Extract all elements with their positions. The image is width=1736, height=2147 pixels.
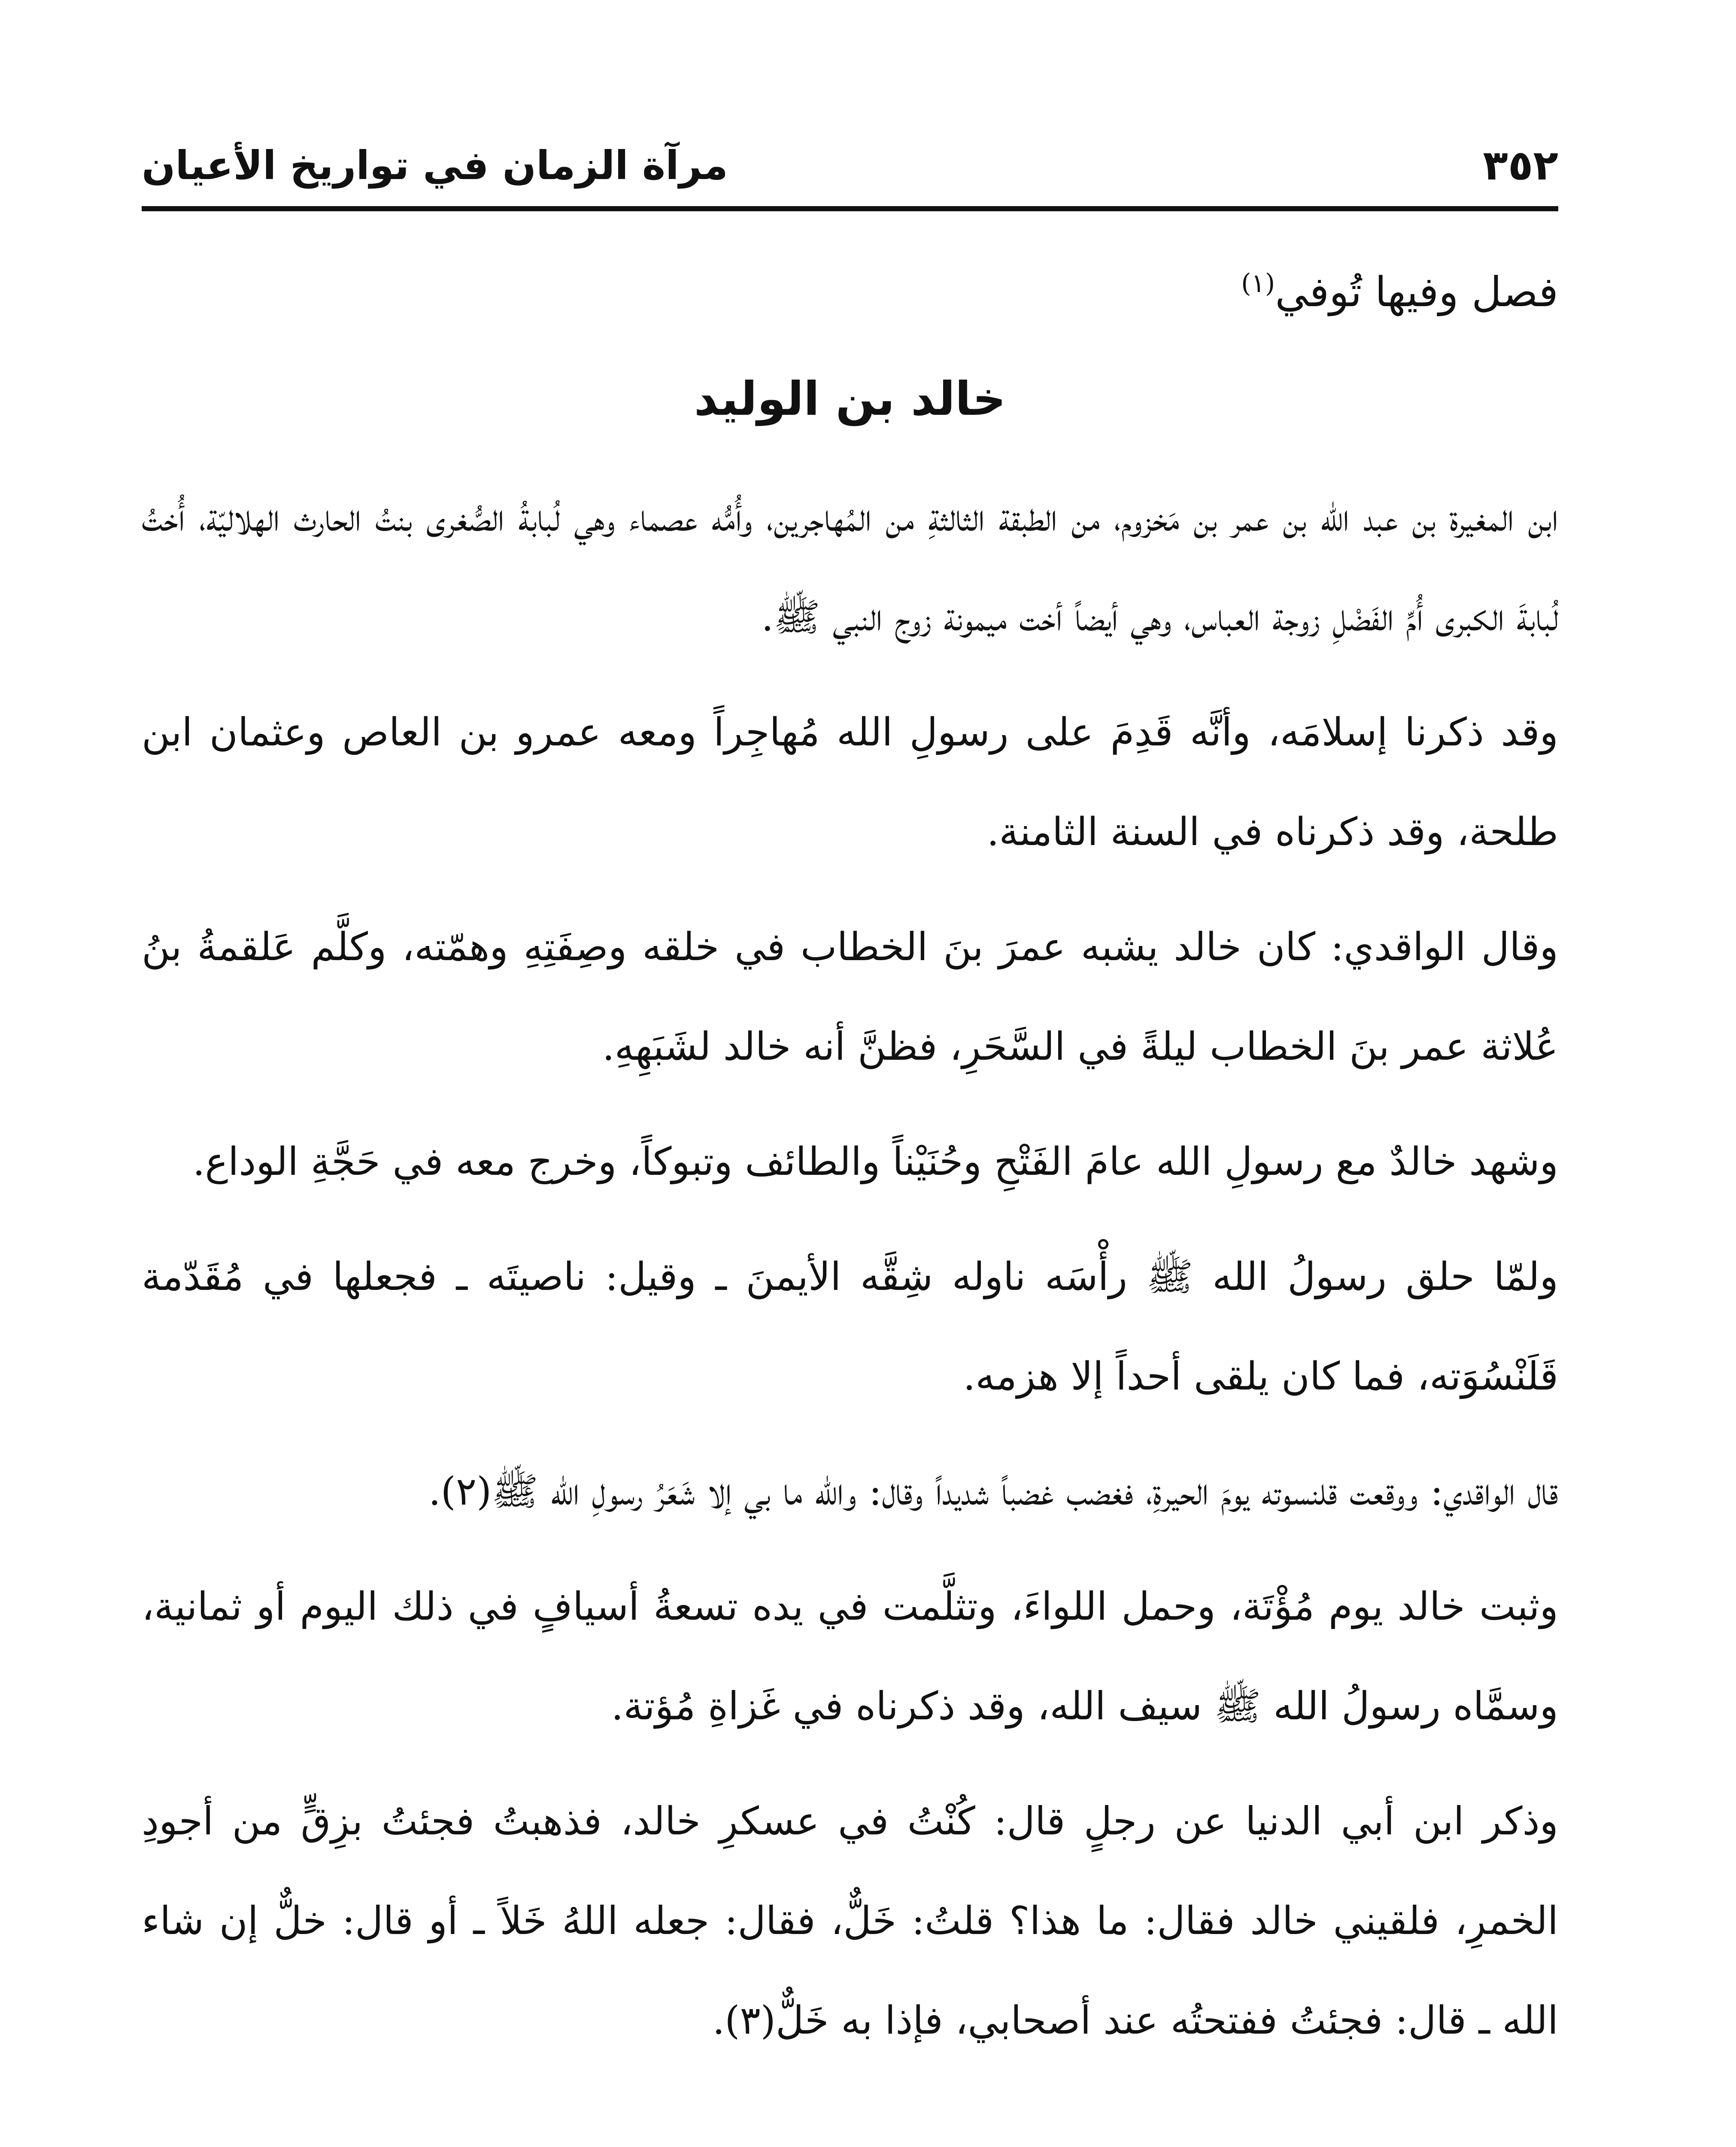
paragraph: وقال الواقدي: كان خالد يشبه عمرَ بنَ الخطاب في خلقه وصِفَتِهِ وهمّته، وكلَّم عَلقمةُ بنُ عُلاثة عمر بنَ الخطاب ليلةً في السَّحَرِ، فظنَّ أنه خالد لشَبَهِهِ. (142, 924, 1558, 1069)
page-number: ٣٥٢ (1483, 141, 1558, 189)
paragraph: وثبت خالد يوم مُؤْتَة، وحمل اللواءَ، وتثلَّمت في يده تسعةُ أسيافٍ في ذلك اليوم أو ثمانية، وسمَّاه رسولُ الله ﷺ سيف الله، وقد ذكرناه في غَزاةِ مُؤتة. (142, 1584, 1558, 1729)
main-text (142, 232, 1558, 2086)
header-rule (142, 206, 1558, 211)
paragraph: ولمّا حلق رسولُ الله ﷺ رأْسَه ناوله شِقَّه الأيمنَ ـ وقيل: ناصيتَه ـ فجعلها في مُقَدّمة قَلَنْسُوَته، فما كان يلقى أحداً إلا هزمه. (142, 1254, 1558, 1399)
paragraph: قال الواقدي: ووقعت قلنسوته يومَ الحيرةِ، فغضب غضباً شديداً وقال: والله ما بي إلا شَعَرُ رسولِ الله ﷺ(٢). (428, 1469, 1558, 1514)
footnote-marker: (١) (1241, 268, 1275, 298)
running-header (142, 129, 1558, 202)
paragraph: وشهد خالدٌ مع رسولِ الله عامَ الفَتْحِ وحُنَيْناً والطائف وتبوكاً، وخرج معه في حَجَّةِ الوداع. (192, 1139, 1558, 1184)
paragraph: ابن المغيرة بن عبد الله بن عمر بن مَخزوم، من الطبقة الثالثةِ من المُهاجرين، وأُمُّه عصماء وهي لُبابةُ الصُّغرى بنتُ الحارث الهلاليّة، أُختُ لُبابةَ الكبرى أُمِّ الفَضْلِ زوجة العباس، وهي أيضاً أخت ميمونة زوج النبي ﷺ. (142, 495, 1558, 640)
section-intro (142, 236, 1558, 339)
paragraph: وذكر ابن أبي الدنيا عن رجلٍ قال: كُنْتُ في عسكرِ خالد، فذهبتُ فجئتُ بزِقٍّ من أجودِ الخمرِ، فلقيني خالد فقال: ما هذا؟ قلتُ: خَلٌّ، فقال: جعله اللهُ خَلاً ـ أو قال: خلٌّ إن شاء الله ـ قال: فجئتُ ففتحتُه عند أصحابي، فإذا به خَلٌّ(٣). (142, 1799, 1558, 2043)
section-intro-text: فصل وفيها تُوفي (1275, 268, 1558, 316)
article-title: خالد بن الوليد (694, 372, 1006, 426)
paragraph: وقد ذكرنا إسلامَه، وأنَّه قَدِمَ على رسولِ الله مُهاجِراً ومعه عمرو بن العاص وعثمان ابن طلحة، وقد ذكرناه في السنة الثامنة. (142, 710, 1558, 855)
book-title: مرآة الزمان في تواريخ الأعيان (142, 142, 728, 189)
